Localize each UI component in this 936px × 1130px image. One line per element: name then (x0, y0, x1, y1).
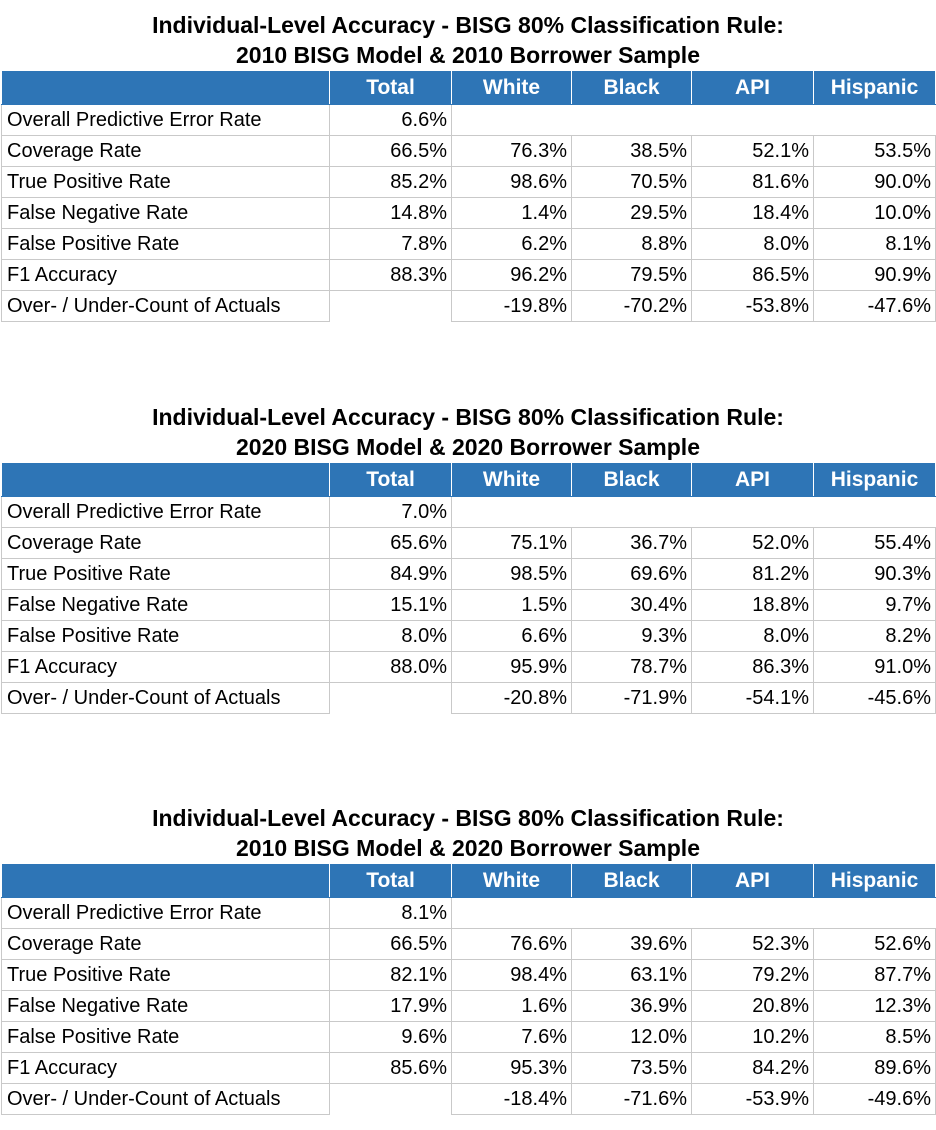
value-cell: -53.8% (692, 291, 814, 322)
table-row (2, 559, 936, 590)
table-title-line-2: 2010 BISG Model & 2010 Borrower Sample (235, 42, 700, 68)
value-cell: 8.1% (814, 229, 936, 260)
table-row (2, 590, 936, 621)
empty-cell (452, 105, 936, 136)
value-cell: 29.5% (572, 198, 692, 229)
empty-cell (330, 683, 452, 714)
table-title-line-1: Individual-Level Accuracy - BISG 80% Classification Rule: (152, 12, 784, 38)
value-cell: 12.3% (814, 991, 936, 1022)
value-cell: 98.5% (452, 559, 572, 590)
row-label: False Positive Rate (2, 229, 330, 260)
value-cell: 76.3% (452, 136, 572, 167)
table-row (2, 621, 936, 652)
value-cell: 95.9% (452, 652, 572, 683)
column-header: API (692, 864, 814, 898)
value-cell: -20.8% (452, 683, 572, 714)
value-cell: 70.5% (572, 167, 692, 198)
row-label: False Negative Rate (2, 991, 330, 1022)
row-label: F1 Accuracy (2, 260, 330, 291)
row-label: Overall Predictive Error Rate (2, 898, 330, 929)
column-header: Black (572, 463, 692, 497)
value-cell: 85.6% (330, 1053, 452, 1084)
value-cell: -45.6% (814, 683, 936, 714)
value-cell: 82.1% (330, 960, 452, 991)
row-label: False Negative Rate (2, 198, 330, 229)
column-header: Hispanic (814, 864, 936, 898)
value-cell: 95.3% (452, 1053, 572, 1084)
table-row (2, 136, 936, 167)
accuracy-table-block (0, 402, 936, 714)
value-cell: 76.6% (452, 929, 572, 960)
value-cell: 87.7% (814, 960, 936, 991)
value-cell: 15.1% (330, 590, 452, 621)
table-row (2, 929, 936, 960)
empty-cell (452, 898, 936, 929)
value-cell: 88.0% (330, 652, 452, 683)
accuracy-table (1, 70, 936, 322)
value-cell: -54.1% (692, 683, 814, 714)
table-row (2, 291, 936, 322)
row-label: False Negative Rate (2, 590, 330, 621)
header-row (2, 463, 936, 497)
row-label: Over- / Under-Count of Actuals (2, 291, 330, 322)
value-cell: 90.3% (814, 559, 936, 590)
table-title-line-1: Individual-Level Accuracy - BISG 80% Classification Rule: (152, 805, 784, 831)
value-cell: 52.1% (692, 136, 814, 167)
accuracy-table (1, 863, 936, 1115)
value-cell: 8.5% (814, 1022, 936, 1053)
value-cell: 98.4% (452, 960, 572, 991)
table-row (2, 229, 936, 260)
value-cell: 18.4% (692, 198, 814, 229)
table-row (2, 1084, 936, 1115)
value-cell: -71.6% (572, 1084, 692, 1115)
row-label: Coverage Rate (2, 136, 330, 167)
table-title (0, 803, 936, 863)
value-cell: 38.5% (572, 136, 692, 167)
value-cell: 6.2% (452, 229, 572, 260)
value-cell: 84.9% (330, 559, 452, 590)
header-blank-cell (2, 463, 330, 497)
value-cell: 8.0% (692, 229, 814, 260)
value-cell: 91.0% (814, 652, 936, 683)
column-header: Total (330, 864, 452, 898)
column-header: Black (572, 71, 692, 105)
value-cell: 8.0% (692, 621, 814, 652)
column-header: White (452, 463, 572, 497)
value-cell: -70.2% (572, 291, 692, 322)
table-title (0, 402, 936, 462)
row-label: True Positive Rate (2, 167, 330, 198)
row-label: False Positive Rate (2, 1022, 330, 1053)
row-label: Over- / Under-Count of Actuals (2, 683, 330, 714)
row-label: Overall Predictive Error Rate (2, 105, 330, 136)
value-cell: 8.2% (814, 621, 936, 652)
value-cell: 52.6% (814, 929, 936, 960)
header-blank-cell (2, 864, 330, 898)
table-title (0, 10, 936, 70)
value-cell: 36.9% (572, 991, 692, 1022)
column-header: API (692, 71, 814, 105)
value-cell: 98.6% (452, 167, 572, 198)
table-row (2, 1022, 936, 1053)
value-cell: -47.6% (814, 291, 936, 322)
value-cell: 85.2% (330, 167, 452, 198)
value-cell: 52.0% (692, 528, 814, 559)
value-cell: 14.8% (330, 198, 452, 229)
value-cell: 63.1% (572, 960, 692, 991)
value-cell: 73.5% (572, 1053, 692, 1084)
value-cell: 88.3% (330, 260, 452, 291)
value-cell: 90.9% (814, 260, 936, 291)
value-cell: 78.7% (572, 652, 692, 683)
table-row (2, 652, 936, 683)
table-row (2, 898, 936, 929)
value-cell: -71.9% (572, 683, 692, 714)
column-header: API (692, 463, 814, 497)
value-cell: 9.7% (814, 590, 936, 621)
row-label: F1 Accuracy (2, 1053, 330, 1084)
table-title-line-1: Individual-Level Accuracy - BISG 80% Classification Rule: (152, 404, 784, 430)
value-cell: 7.6% (452, 1022, 572, 1053)
value-cell: 84.2% (692, 1053, 814, 1084)
row-label: Coverage Rate (2, 929, 330, 960)
table-row (2, 497, 936, 528)
value-cell: -49.6% (814, 1084, 936, 1115)
value-cell: 69.6% (572, 559, 692, 590)
column-header: Hispanic (814, 71, 936, 105)
value-cell: 39.6% (572, 929, 692, 960)
accuracy-table-block (0, 803, 936, 1115)
row-label: True Positive Rate (2, 960, 330, 991)
table-row (2, 683, 936, 714)
value-cell: 10.2% (692, 1022, 814, 1053)
value-cell: 8.8% (572, 229, 692, 260)
value-cell: 30.4% (572, 590, 692, 621)
accuracy-table-block (0, 10, 936, 322)
header-row (2, 71, 936, 105)
table-title-line-2: 2020 BISG Model & 2020 Borrower Sample (235, 434, 700, 460)
value-cell: 53.5% (814, 136, 936, 167)
table-row (2, 167, 936, 198)
table-row (2, 198, 936, 229)
row-label: True Positive Rate (2, 559, 330, 590)
value-cell: 81.2% (692, 559, 814, 590)
column-header: White (452, 71, 572, 105)
value-cell: 79.2% (692, 960, 814, 991)
value-cell: 81.6% (692, 167, 814, 198)
header-row (2, 864, 936, 898)
column-header: Total (330, 463, 452, 497)
empty-cell (330, 291, 452, 322)
value-cell: 6.6% (452, 621, 572, 652)
table-row (2, 528, 936, 559)
value-cell: 9.6% (330, 1022, 452, 1053)
value-cell: 79.5% (572, 260, 692, 291)
empty-cell (330, 1084, 452, 1115)
value-cell: 9.3% (572, 621, 692, 652)
value-cell: -18.4% (452, 1084, 572, 1115)
accuracy-table (1, 462, 936, 714)
row-label: Coverage Rate (2, 528, 330, 559)
value-cell: 86.5% (692, 260, 814, 291)
table-row (2, 991, 936, 1022)
value-cell: 12.0% (572, 1022, 692, 1053)
value-cell: 8.0% (330, 621, 452, 652)
value-cell: -19.8% (452, 291, 572, 322)
value-cell: 65.6% (330, 528, 452, 559)
value-cell: 18.8% (692, 590, 814, 621)
row-label: Overall Predictive Error Rate (2, 497, 330, 528)
row-label: F1 Accuracy (2, 652, 330, 683)
column-header: Hispanic (814, 463, 936, 497)
empty-cell (452, 497, 936, 528)
column-header: Black (572, 864, 692, 898)
value-cell: 75.1% (452, 528, 572, 559)
value-cell: 90.0% (814, 167, 936, 198)
value-cell: 7.8% (330, 229, 452, 260)
value-cell: 36.7% (572, 528, 692, 559)
table-title-line-2: 2010 BISG Model & 2020 Borrower Sample (235, 835, 700, 861)
value-cell: 1.4% (452, 198, 572, 229)
table-row (2, 105, 936, 136)
row-label: Over- / Under-Count of Actuals (2, 1084, 330, 1115)
value-cell: 66.5% (330, 929, 452, 960)
value-cell: 55.4% (814, 528, 936, 559)
value-cell: 6.6% (330, 105, 452, 136)
value-cell: 7.0% (330, 497, 452, 528)
table-row (2, 260, 936, 291)
header-blank-cell (2, 71, 330, 105)
table-row (2, 960, 936, 991)
value-cell: 66.5% (330, 136, 452, 167)
value-cell: -53.9% (692, 1084, 814, 1115)
column-header: Total (330, 71, 452, 105)
value-cell: 17.9% (330, 991, 452, 1022)
value-cell: 1.6% (452, 991, 572, 1022)
value-cell: 86.3% (692, 652, 814, 683)
value-cell: 8.1% (330, 898, 452, 929)
value-cell: 96.2% (452, 260, 572, 291)
value-cell: 52.3% (692, 929, 814, 960)
table-row (2, 1053, 936, 1084)
value-cell: 20.8% (692, 991, 814, 1022)
value-cell: 89.6% (814, 1053, 936, 1084)
column-header: White (452, 864, 572, 898)
value-cell: 10.0% (814, 198, 936, 229)
row-label: False Positive Rate (2, 621, 330, 652)
value-cell: 1.5% (452, 590, 572, 621)
